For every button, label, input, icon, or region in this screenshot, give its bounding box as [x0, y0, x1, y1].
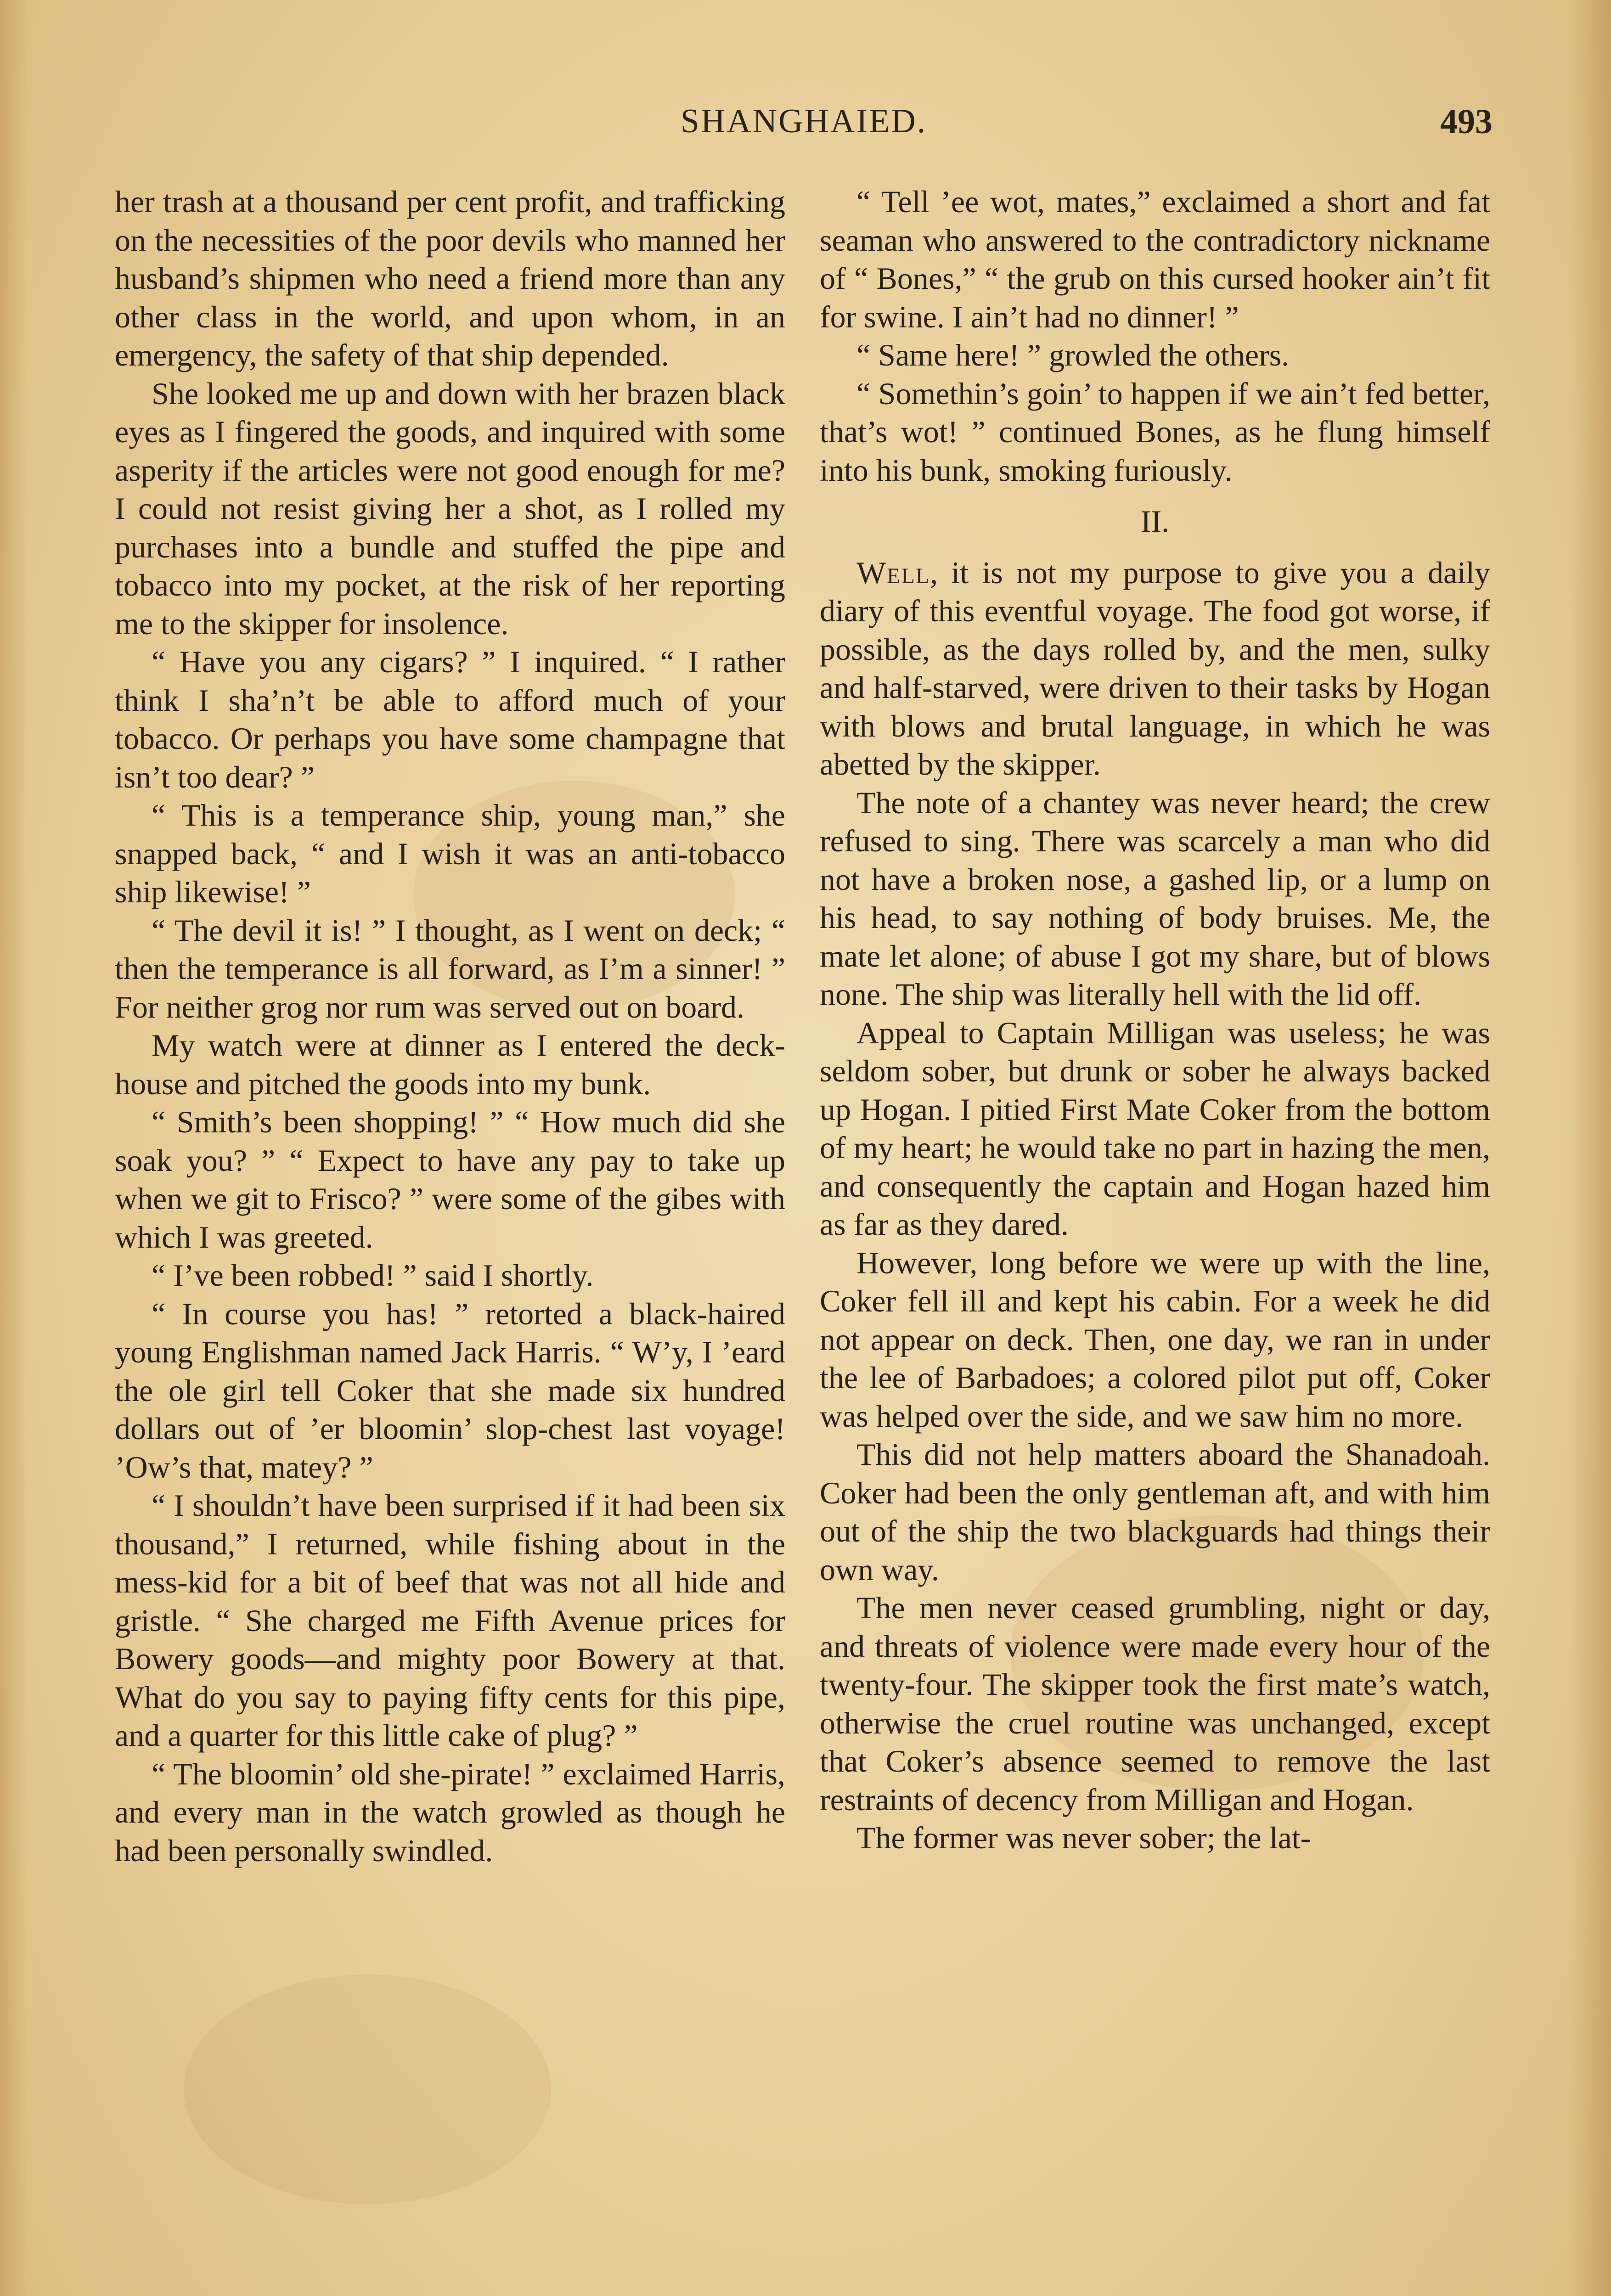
paragraph: “ The devil it is! ” I thought, as I went on deck; “ then the temperance is all forward, as I’m a sinner! ” For neither grog nor rum was served out on board. — [115, 912, 785, 1024]
page-edge-left-shadow — [0, 0, 28, 2296]
page-header — [115, 102, 1493, 148]
paragraph: This did not help matters aboard the Shanadoah. Coker had been the only gentleman aft, and with him out of the ship the two blackguards had things their own way. — [820, 1437, 1490, 1587]
paragraph: “ Same here! ” growled the others. — [856, 338, 1290, 372]
section-opening-text: , it is not my purpose to give you a daily diary of this eventful voyage. The food got worse, if possible, as the days rolled by, and the men, sulky and half-starved, were driven to their tasks by Hogan with blows and brutal language, in which he was abetted by the skipper. — [820, 555, 1490, 782]
section-lead-word: Well — [856, 555, 930, 590]
paragraph: The note of a chantey was never heard; the crew refused to sing. There was scarcely a man who did not have a broken nose, a gashed lip, or a lump on his head, to say nothing of body bruises. Me, the mate let alone; of abuse I got my share, but of blows none. The ship was literally hell with the lid off. — [820, 785, 1490, 1012]
paragraph: The men never ceased grumbling, night or day, and threats of violence were made every hour of the twenty-four. The skipper took the first mate’s watch, otherwise the cruel routine was unchanged, except that Coker’s absence seemed to remove the last restraints of decency from Milligan and Hogan. — [820, 1590, 1490, 1817]
paragraph: Appeal to Captain Milligan was useless; he was seldom sober, but drunk or sober he always backed up Hogan. I pitied First Mate Coker from the bottom of my heart; he would take no part in hazing the men, and consequently the captain and Hogan hazed him as far as they dared. — [820, 1015, 1490, 1242]
paragraph: “ This is a temperance ship, young man,” she snapped back, “ and I wish it was an anti-tobacco ship likewise! ” — [115, 798, 785, 909]
paragraph: her trash at a thousand per cent profit, and trafficking on the necessities of the poor devils who manned her husband’s shipmen who need a friend more than any other class in the world, and upon whom, in an emergency, the safety of that ship depended. — [115, 184, 785, 372]
paragraph: The former was never sober; the lat- — [856, 1820, 1311, 1855]
left-column — [115, 183, 785, 1870]
paragraph: “ Have you any cigars? ” I inquired. “ I rather think I sha’n’t be able to afford much of your tobacco. Or perhaps you have some champagne that isn’t too dear? ” — [115, 644, 785, 794]
paragraph: “ Smith’s been shopping! ” “ How much did she soak you? ” “ Expect to have any pay to take up when we git to Frisco? ” were some of the gibes with which I was greeted. — [115, 1104, 785, 1255]
paragraph: “ I’ve been robbed! ” said I shortly. — [152, 1258, 594, 1293]
paragraph: “ I shouldn’t have been surprised if it had been six thousand,” I returned, while fishing about in the mess-kid for a bit of beef that was not all hide and gristle. “ She charged me Fifth Avenue prices for Bowery goods—and mighty poor Bowery at that. What do you say to paying fifty cents for this pipe, and a quarter for this little cake of plug? ” — [115, 1488, 785, 1753]
paper-stain — [184, 1975, 551, 2204]
paragraph: My watch were at dinner as I entered the deck-house and pitched the goods into my bunk. — [115, 1028, 785, 1101]
paragraph: “ Somethin’s goin’ to happen if we ain’t fed better, that’s wot! ” continued Bones, as he flung himself into his bunk, smoking furiously. — [820, 376, 1490, 488]
paragraph: She looked me up and down with her brazen black eyes as I fingered the goods, and inquired with some asperity if the articles were not good enough for me? I could not resist giving her a shot, as I rolled my purchases into a bundle and stuffed the pipe and tobacco into my pocket, at the risk of her reporting me to the skipper for insolence. — [115, 376, 785, 641]
paragraph: “ Tell ’ee wot, mates,” exclaimed a short and fat seaman who answered to the contradictory nickname of “ Bones,” “ the grub on this cursed hooker ain’t fit for swine. I ain’t had no dinner! ” — [820, 184, 1490, 334]
paragraph: However, long before we were up with the line, Coker fell ill and kept his cabin. For a week he did not appear on deck. Then, one day, we ran in under the lee of Barbadoes; a colored pilot put off, Coker was helped over the side, and we saw him no more. — [820, 1245, 1490, 1434]
paragraph: “ The bloomin’ old she-pirate! ” exclaimed Harris, and every man in the watch growled as though he had been personally swindled. — [115, 1756, 785, 1868]
paragraph: “ In course you has! ” retorted a black-haired young Englishman named Jack Harris. “ W’y, I ’eard the ole girl tell Coker that she made six hundred dollars out of ’er bloomin’ slop-chest last voyage! ’Ow’s that, matey? ” — [115, 1296, 785, 1485]
right-column — [820, 183, 1490, 1857]
page-edge-right-shadow — [1570, 0, 1611, 2296]
section-heading: II. — [1140, 504, 1170, 539]
running-title: SHANGHAIED. — [680, 102, 927, 140]
section-opening-paragraph — [820, 554, 1490, 784]
page-number: 493 — [1440, 102, 1493, 141]
